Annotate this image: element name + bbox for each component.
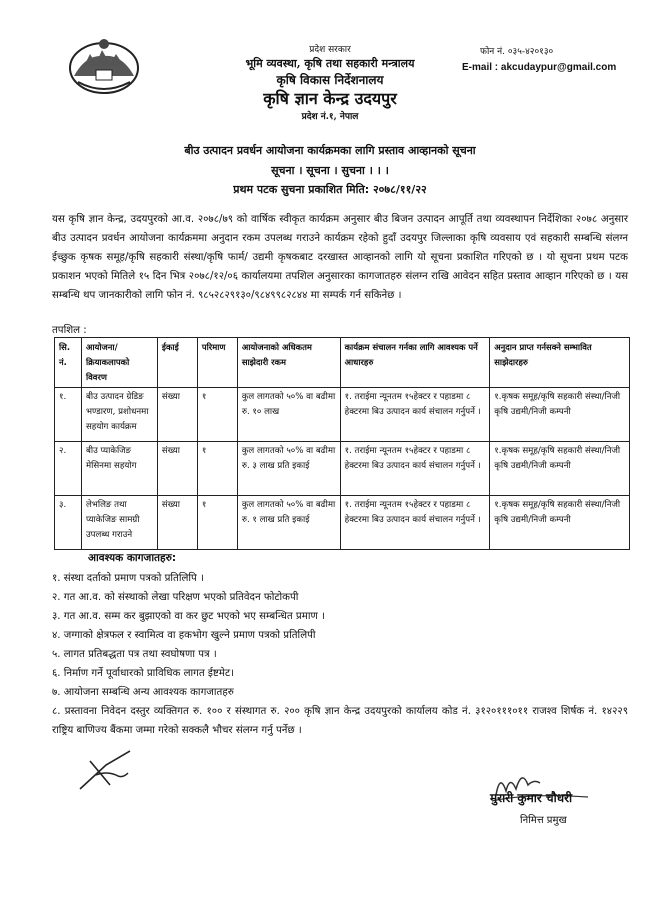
table-cell: संख्या	[157, 388, 197, 442]
table-cell: कुल लागतको ५०% वा बढीमा रु. १ लाख प्रति इकाई	[237, 496, 340, 550]
handwritten-mark-left	[76, 745, 136, 795]
table-cell: १. तराईमा न्यूनतम १५हेक्टर र पहाडमा ८ हेक्टरमा बिउ उत्पादन कार्य संचालन गर्नुपर्ने ।	[340, 388, 490, 442]
document-item: २. गत आ.व. को संस्थाको लेखा परिक्षण भएको प्रतिवेदन फोटोकपी	[52, 592, 299, 603]
document-item: ६. निर्माण गर्ने पूर्वाधारको प्राविधिक लागत ईष्टमेट।	[52, 668, 234, 679]
table-header-row	[55, 338, 630, 388]
table-cell: ३.	[55, 496, 82, 550]
table-row	[55, 496, 630, 550]
column-header: आयोजना/ क्रियाकलापको विवरण	[81, 338, 157, 388]
column-header: ईकाई	[157, 338, 197, 388]
document-item: ३. गत आ.व. सम्म कर बुझाएको वा कर छुट भएको भए सम्बन्धित प्रमाण ।	[52, 611, 325, 622]
document-item: ८. प्रस्तावना निवेदन दस्तुर व्यक्तिगत रु. १०० र संस्थागत रु. २०० कृषि ज्ञान केन्द्र उदयपुरको कार्यालय कोड नं. ३१२०१११०११ राजश्व शिर्षक नं. १४२२९ राष्ट्रिय बाणिज्य बैंकमा जम्मा गरेको सक्कलै भौचर संलग्न गर्नु पर्नेछ ।	[52, 706, 628, 736]
document-item: ५. लागत प्रतिबद्धता पत्र तथा स्वघोषणा पत्र ।	[52, 649, 217, 660]
notice-published-date: प्रथम पटक सुचना प्रकाशित मिति: २०७८/११/२२	[233, 183, 427, 196]
signatory-title: निमित्त प्रमुख	[520, 815, 567, 826]
column-header: कार्यक्रम संचालन गर्नका लागि आवश्यक पर्ने आधारहरु	[340, 338, 490, 388]
table-cell: बीउ प्याकेजिङ मेसिनमा सहयोग	[81, 442, 157, 496]
header-directorate: कृषि विकास निर्देशनालय	[276, 73, 384, 87]
header-email: E-mail : akcudaypur@gmail.com	[462, 62, 617, 73]
table-cell: १.कृषक समूह/कृषि सहकारी संस्था/निजी कृषि उद्यमी/निजी कम्पनी	[490, 388, 630, 442]
header-office-name: कृषि ज्ञान केन्द्र उदयपुर	[263, 89, 397, 108]
table-cell: १. तराईमा न्यूनतम १५हेक्टर र पहाडमा ८ हेक्टरमा बिउ उत्पादन कार्य संचालन गर्नुपर्ने ।	[340, 496, 490, 550]
table-cell: कुल लागतको ५०% वा बढीमा रु. ३ लाख प्रति इकाई	[237, 442, 340, 496]
document-item: १. संस्था दर्ताको प्रमाण पत्रको प्रतिलिपि ।	[52, 573, 204, 584]
column-header: अनुदान प्राप्त गर्नसक्ने सम्भावित साझेदारहरु	[490, 338, 630, 388]
document-item: ४. जग्गाको क्षेत्रफल र स्वामित्व वा हकभोग खुल्ने प्रमाण पत्रको प्रतिलिपी	[52, 630, 316, 641]
table-cell: बीउ उत्पादन ग्रेडिङ भण्डारण, प्रशोधनमा सहयोग कार्यक्रम	[81, 388, 157, 442]
nepal-emblem-logo	[66, 36, 142, 96]
table-cell: १.कृषक समूह/कृषि सहकारी संस्था/निजी कृषि उद्यमी/निजी कम्पनी	[490, 496, 630, 550]
table-cell: १	[197, 442, 237, 496]
column-header: सि. नं.	[55, 338, 82, 388]
table-cell: १	[197, 496, 237, 550]
table-row	[55, 442, 630, 496]
table-row	[55, 388, 630, 442]
signatory-name: मुरारी कुमार चौधरी	[490, 791, 573, 805]
table-cell: १.	[55, 388, 82, 442]
column-header: आयोजनाको अधिकतम साझेदारी रकम	[237, 338, 340, 388]
header-phone: फोन नं. ०३५-४२०१३०	[480, 47, 554, 57]
programme-table	[54, 337, 630, 550]
table-cell: १	[197, 388, 237, 442]
table-cell: १. तराईमा न्यूनतम १५हेक्टर र पहाडमा ८ हेक्टरमा बिउ उत्पादन कार्य संचालन गर्नुपर्ने ।	[340, 442, 490, 496]
header-province: प्रदेश सरकार	[309, 45, 351, 55]
header-ministry: भूमि व्यवस्था, कृषि तथा सहकारी मन्त्रालय	[245, 57, 415, 70]
column-header: परिमाण	[197, 338, 237, 388]
header-province-number: प्रदेश नं.१, नेपाल	[301, 112, 359, 122]
notice-title: बीउ उत्पादन प्रवर्धन आयोजना कार्यक्रमका लागि प्रस्ताव आव्हानको सूचना	[184, 144, 476, 157]
table-cell: कुल लागतको ५०% वा बढीमा रु. १० लाख	[237, 388, 340, 442]
table-cell: लेभलिङ तथा प्याकेजिङ सामग्री उपलब्ध गराउने	[81, 496, 157, 550]
tapashil-label: तपशिल :	[52, 325, 87, 336]
table-cell: २.	[55, 442, 82, 496]
table-cell: १.कृषक समूह/कृषि सहकारी संस्था/निजी कृषि उद्यमी/निजी कम्पनी	[490, 442, 630, 496]
notice-body-paragraph: यस कृषि ज्ञान केन्द्र, उदयपुरको आ.व. २०७८/७९ को वार्षिक स्वीकृत कार्यक्रम अनुसार बीउ बिजन उत्पादन आपूर्ति तथा व्यवस्थापन निर्देशिका २०७८ अनुसार बीउ उत्पादन प्रवर्धन आयोजना कार्यक्रममा अनुदान रकम उपलब्ध गराउने कार्यक्रम रहेको हुदाँ उदयपुर जिल्लाका कृषि व्यवसाय एवं सहकारी सम्बन्धि संलग्न ईच्छुक कृषक समूह/कृषि सहकारी संस्था/कृषि फार्म/ उद्यमी कृषकबाट दरखास्त आव्हानको लागि यो सूचना प्रकाशित गरिएको छ । यो सूचना प्रथम पटक प्रकाशन भएको मितिले १५ दिन भित्र २०७८/१२/०६ कार्यालयमा तपशिल अनुसारका कागजातहरु संलग्न राखि आवेदन सहित प्रस्ताव आव्हान गरिएको छ । यस सम्बन्धि थप जानकारीको लागि फोन नं. ९८५२८२९१३०/९८४९९८२८४४ मा सम्पर्क गर्न सकिनेछ ।	[52, 214, 628, 301]
document-item: ७. आयोजना सम्बन्धि अन्य आवश्यक कागजातहरु	[52, 687, 234, 698]
documents-heading: आवश्यक कागजातहरु:	[88, 552, 177, 564]
table-cell: संख्या	[157, 442, 197, 496]
table-cell: संख्या	[157, 496, 197, 550]
notice-subtitle: सूचना । सूचना । सुचना । । ।	[271, 164, 389, 177]
